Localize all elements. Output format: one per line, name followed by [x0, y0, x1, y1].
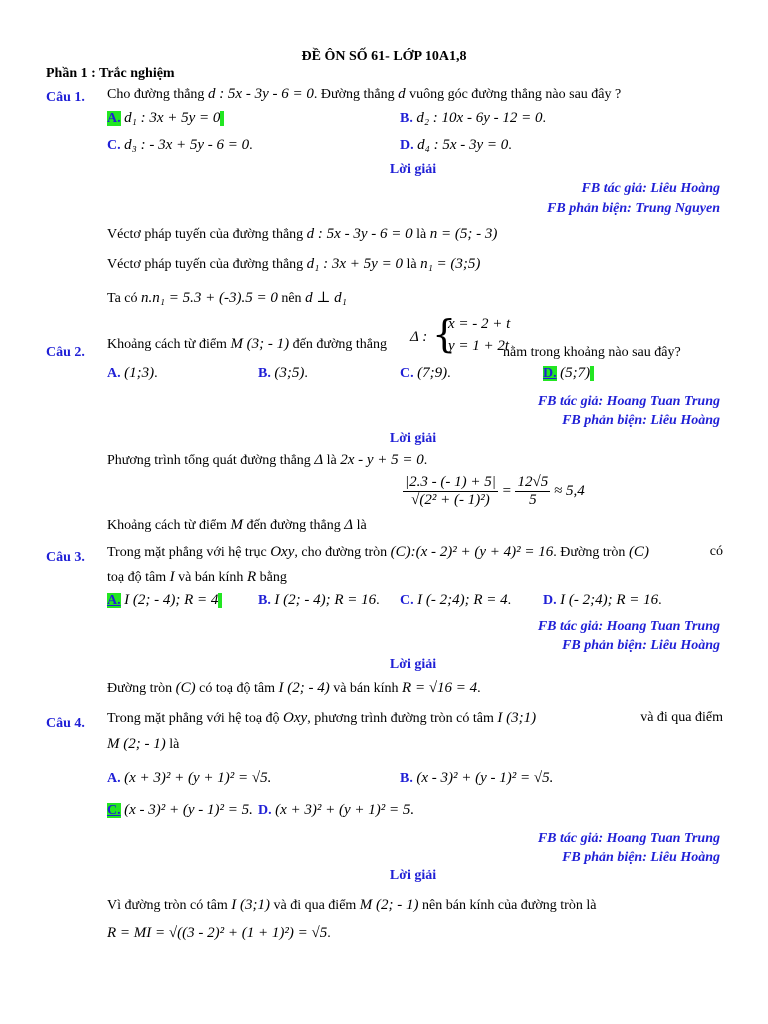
fraction-numerator: 12√5 [517, 474, 549, 490]
text: là [356, 518, 367, 533]
math-expr: d ⊥ d₁ [305, 290, 347, 306]
text: nên bán kính của đường tròn là [422, 898, 597, 913]
text: vuông góc đường thẳng nào sau đây ? [409, 87, 622, 102]
solution-heading: Lời giải [389, 431, 437, 446]
author-credit: FB tác giả: Liêu Hoàng [581, 181, 720, 196]
option-letter: D. [543, 593, 557, 608]
option-letter: C. [107, 803, 121, 818]
option-expr: (1;3) [124, 365, 155, 381]
option-a[interactable] [107, 770, 271, 787]
option-expr: d₂ : 10x - 6y - 12 = 0 [416, 110, 543, 126]
option-c[interactable]: C. I (- 2;4); R = 4. [400, 592, 512, 608]
solution-line [107, 517, 367, 534]
result-fraction [515, 474, 550, 509]
math-expr: d : 5x - 3y - 6 = 0 [306, 226, 413, 242]
math-expr: R [246, 569, 257, 585]
text: Khoảng cách từ điểm [107, 337, 227, 352]
solution-heading: Lời giải [389, 657, 437, 672]
solution-line [107, 226, 497, 243]
math-expr: I [169, 569, 175, 585]
math-expr: M (3; - 1) [230, 336, 290, 352]
math-expr: ≈ 5,4 [553, 482, 585, 499]
math-expr: 2x - y + 5 = 0 [340, 452, 424, 468]
text: . Đường thẳng [313, 87, 395, 102]
text: là [406, 257, 417, 272]
option-b[interactable] [400, 770, 553, 787]
text: Véctơ pháp tuyến của đường thẳng [107, 227, 304, 242]
option-expr: (x + 3)² + (y + 1)² = √5. [124, 770, 272, 786]
option-letter: B. [400, 771, 413, 786]
option-a[interactable]: A. (1;3). [107, 365, 158, 381]
document-title: ĐỀ ÔN SỐ 61- LỚP 10A1,8 [301, 49, 467, 64]
fraction-denominator: 5 [529, 492, 537, 508]
solution-heading: Lời giải [389, 868, 437, 883]
math-expr: Δ : [410, 329, 428, 345]
option-c[interactable] [107, 802, 253, 819]
option-expr: (7;9) [417, 365, 448, 381]
math-expr: d : 5x - 3y - 6 = 0 [207, 86, 314, 102]
math-expr: n₁ = (3;5) [420, 256, 481, 272]
text: Phương trình tổng quát đường thẳng [107, 453, 311, 468]
option-d[interactable] [258, 802, 414, 819]
distance-formula: $\frac{|2.3 - (- 1) + 5|}{\text{√(2² + (- 1)²)}}$ = $\frac{12√5}{5}$ ≈ 5,4 [405, 474, 585, 508]
option-a[interactable] [107, 592, 222, 609]
math-expr: Δ [344, 517, 354, 533]
option-letter: D. [258, 803, 272, 818]
brace-icon: { [432, 312, 457, 356]
option-expr: I (- 2;4); R = 16 [560, 592, 659, 608]
answer-marker [218, 593, 222, 608]
fraction-numerator: |2.3 - (- 1) + 5| [405, 474, 496, 490]
option-expr: (x + 3)² + (y + 1)² = 5. [275, 802, 415, 818]
option-expr: I (- 2;4); R = 4 [417, 592, 508, 608]
text: bằng [259, 570, 287, 585]
option-d[interactable]: D. I (- 2;4); R = 16. [543, 592, 662, 608]
option-c[interactable]: C. (7;9). [400, 365, 451, 381]
option-letter: A. [107, 111, 121, 126]
option-letter: B. [400, 111, 413, 126]
question-label: Câu 3. [46, 550, 85, 565]
text: và bán kính [178, 570, 244, 585]
author-credit: FB tác giả: Hoang Tuan Trung [537, 831, 720, 846]
math-expr: M [230, 517, 243, 533]
text: Vì đường tròn có tâm [107, 898, 228, 913]
math-expr: Δ [314, 452, 324, 468]
option-d[interactable] [543, 365, 594, 382]
text: và đi qua điểm [273, 898, 357, 913]
solution-line [107, 288, 347, 307]
option-expr: (x - 3)² + (y - 1)² = 5. [124, 802, 253, 818]
text: đến đường thẳng [246, 518, 341, 533]
option-expr: (3;5) [274, 365, 305, 381]
part-heading: Phần 1 : Trắc nghiệm [46, 66, 175, 81]
question-text: nằm trong khoảng nào sau đây? [503, 345, 681, 360]
math-expr: Oxy [270, 544, 295, 560]
question-label: Câu 1. [46, 90, 85, 105]
text: là [326, 453, 337, 468]
math-expr: R = √16 = 4 [402, 680, 478, 696]
text: có [709, 544, 723, 559]
distance-fraction [403, 474, 498, 509]
math-expr: Oxy [283, 710, 308, 726]
solution-line: Đường tròn (C) có toạ độ tâm I (2; - 4) và bán kính R = √16 = 4. [107, 680, 481, 696]
author-credit: FB tác giả: Hoang Tuan Trung [537, 394, 720, 409]
question-label: Câu 4. [46, 716, 85, 731]
text: Trong mặt phẳng với hệ toạ độ [107, 711, 280, 726]
option-letter: C. [400, 593, 414, 608]
math-expr: (C) [628, 544, 649, 560]
text: nên [281, 291, 302, 306]
option-b[interactable]: B. d₂ : 10x - 6y - 12 = 0. [400, 110, 546, 126]
text: Cho đường thẳng [107, 87, 205, 102]
option-letter: C. [107, 138, 121, 153]
math-expr: M (2; - 1) [107, 736, 166, 752]
text: là [416, 227, 427, 242]
math-expr: n = (5; - 3) [429, 226, 498, 242]
question-text [107, 736, 179, 753]
option-d[interactable]: D. d₄ : 5x - 3y = 0. [400, 137, 512, 153]
answer-marker [220, 111, 224, 126]
text: là [169, 737, 180, 752]
option-a[interactable] [107, 110, 224, 127]
solution-heading: Lời giải [389, 162, 437, 177]
math-expr: (C) [175, 680, 196, 696]
answer-marker [590, 366, 594, 381]
text: Ta có [107, 291, 138, 306]
option-letter: A. [107, 593, 121, 608]
option-expr: d₃ : - 3x + 5y - 6 = 0 [124, 137, 250, 153]
option-letter: C. [400, 366, 414, 381]
reviewer-credit: FB phản biện: Trung Nguyen [547, 201, 720, 216]
solution-line [107, 897, 596, 914]
math-expr: M (2; - 1) [359, 897, 419, 913]
question-text [107, 569, 287, 586]
text: Đường tròn [107, 681, 173, 696]
option-expr: d₄ : 5x - 3y = 0 [417, 137, 509, 153]
text: Khoảng cách từ điểm [107, 518, 227, 533]
text: và đi qua điểm [640, 710, 723, 725]
text: toạ độ tâm [107, 570, 167, 585]
text: Trong mặt phẳng với hệ trục [107, 545, 267, 560]
fraction-denominator: √(2² + (- 1)²) [411, 492, 490, 508]
option-expr: I (2; - 4); R = 4 [124, 592, 219, 608]
question-label: Câu 2. [46, 345, 85, 360]
option-b[interactable]: B. I (2; - 4); R = 16. [258, 592, 380, 608]
option-letter: A. [107, 771, 121, 786]
math-expr: I (3;1) [231, 897, 270, 913]
option-c[interactable]: C. d₃ : - 3x + 5y - 6 = 0. [107, 137, 253, 153]
option-expr: (5;7) [560, 365, 591, 381]
solution-line: R = MI = √((3 - 2)² + (1 + 1)²) = √5. [107, 925, 331, 941]
math-expr: I (2; - 4) [278, 680, 330, 696]
text: , cho đường tròn [294, 545, 388, 560]
option-letter: D. [400, 138, 414, 153]
option-letter: B. [258, 366, 271, 381]
math-expr: (C):(x - 2)² + (y + 4)² = 16 [390, 544, 554, 560]
author-credit: FB tác giả: Hoang Tuan Trung [537, 619, 720, 634]
option-letter: D. [543, 366, 557, 381]
math-expr: R = MI = √((3 - 2)² + (1 + 1)²) = √5 [107, 925, 328, 941]
math-expr: y = 1 + 2t [448, 338, 510, 354]
text: đến đường thẳng [292, 337, 387, 352]
option-expr: (x - 3)² + (y - 1)² = √5. [416, 770, 554, 786]
question-text [107, 710, 723, 727]
option-b[interactable]: B. (3;5). [258, 365, 308, 381]
reviewer-credit: FB phản biện: Liêu Hoàng [562, 413, 720, 428]
math-expr: I (3;1) [497, 710, 537, 726]
text: . Đường tròn [553, 545, 626, 560]
text: Véctơ pháp tuyến của đường thẳng [107, 257, 304, 272]
option-expr: d₁ : 3x + 5y = 0 [124, 110, 221, 126]
question-text [107, 544, 723, 561]
math-expr: d₁ : 3x + 5y = 0 [306, 256, 403, 272]
math-expr: d [398, 86, 406, 102]
question-text [107, 336, 387, 353]
text: có toạ độ tâm [199, 681, 275, 696]
reviewer-credit: FB phản biện: Liêu Hoàng [562, 638, 720, 653]
text: , phương trình đường tròn có tâm [307, 711, 494, 726]
solution-line [107, 256, 480, 273]
option-letter: B. [258, 593, 271, 608]
option-expr: I (2; - 4); R = 16 [274, 592, 377, 608]
option-letter: A. [107, 366, 121, 381]
reviewer-credit: FB phản biện: Liêu Hoàng [562, 850, 720, 865]
solution-line: Phương trình tổng quát đường thẳng Δ là 2x - y + 5 = 0. [107, 452, 428, 468]
math-expr: n.n₁ = 5.3 + (-3).5 = 0 [141, 290, 278, 306]
math-expr: x = - 2 + t [448, 316, 511, 332]
question-text [107, 86, 621, 103]
text: và bán kính [333, 681, 399, 696]
